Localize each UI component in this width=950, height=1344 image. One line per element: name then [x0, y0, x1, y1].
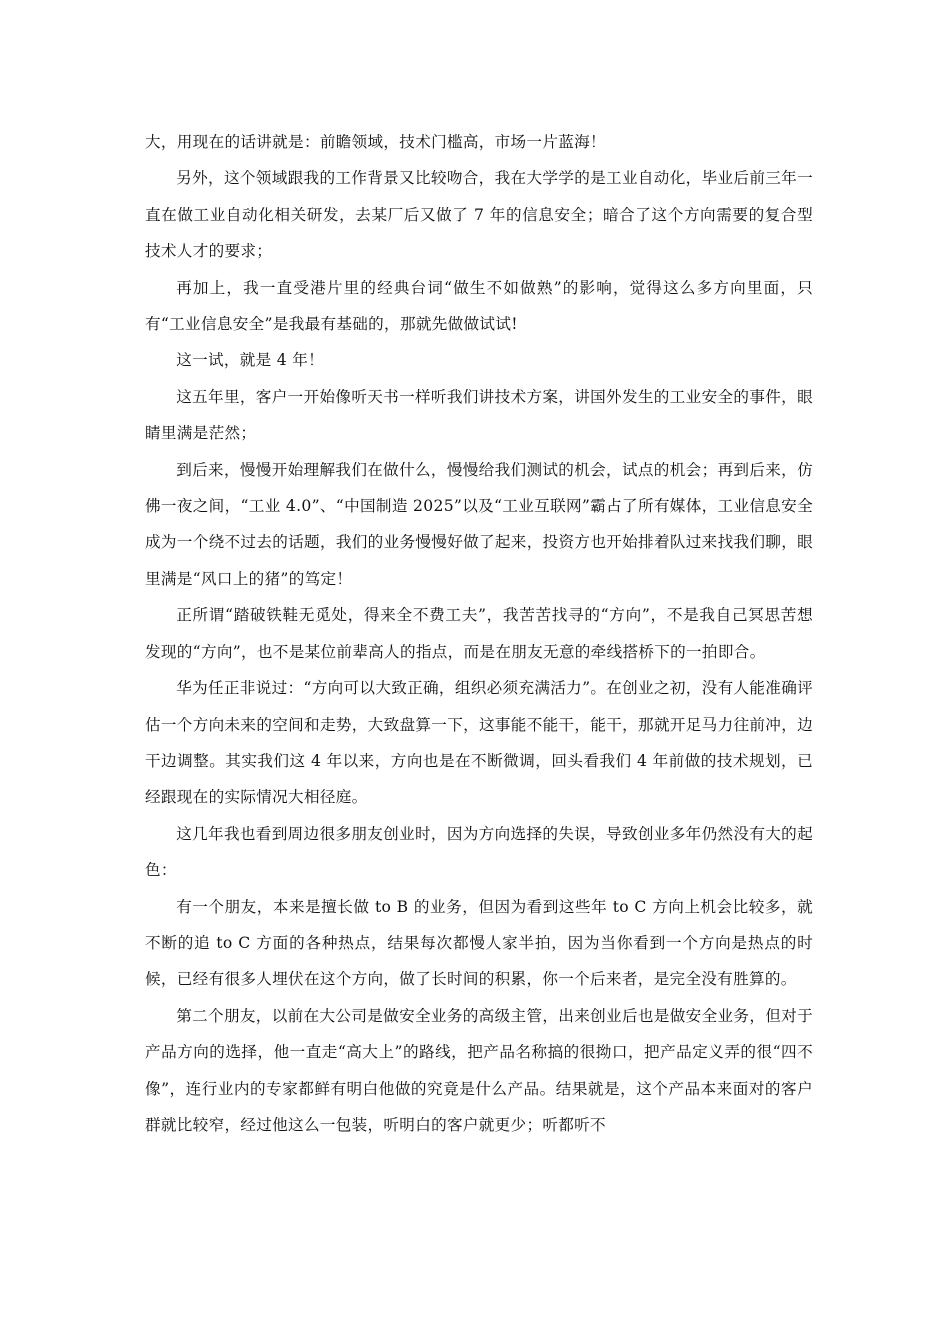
paragraph-11: 第二个朋友，以前在大公司是做安全业务的高级主管，出来创业后也是做安全业务，但对于产品方向的选择，他一直走“高大上”的路线，把产品名称搞的很拗口，把产品定义弄的很“四不像”，连行业内的专家都鲜有明白他做的究竟是什么产品。结果就是，这个产品本来面对的客户群就比较窄，经过他这么一包装，听明白的客户就更少；听都听不	[145, 1006, 813, 1134]
paragraph-3: 再加上，我一直受港片里的经典台词“做生不如做熟”的影响，觉得这么多方向里面，只有“工业信息安全”是我最有基础的，那就先做做试试!	[145, 278, 813, 334]
paragraph-10: 有一个朋友，本来是擅长做 to B 的业务，但因为看到这些年 to C 方向上机会比较多，就不断的追 to C 方面的各种热点，结果每次都慢人家半拍，因为当你看到一个方向是热点的时候，已经有很多人埋伏在这个方向，做了长时间的积累，你一个后来者，是完全没有胜算的。	[145, 897, 813, 989]
paragraph-8: 华为任正非说过：“方向可以大致正确，组织必须充满活力”。在创业之初，没有人能准确评估一个方向未来的空间和走势，大致盘算一下，这事能不能干，能干，那就开足马力往前冲，边干边调整。其实我们这 4 年以来，方向也是在不断微调，回头看我们 4 年前做的技术规划，已经跟现在的实际情况大相径庭。	[145, 679, 813, 807]
paragraph-2: 另外，这个领域跟我的工作背景又比较吻合，我在大学学的是工业自动化，毕业后前三年一直在做工业自动化相关研发，去某厂后又做了 7 年的信息安全；暗合了这个方向需要的复合型技术人才的要求；	[145, 169, 813, 261]
paragraph-1: 大，用现在的话讲就是：前瞻领域，技术门槛高，市场一片蓝海！	[145, 133, 606, 151]
paragraph-6: 到后来，慢慢开始理解我们在做什么，慢慢给我们测试的机会，试点的机会；再到后来，仿佛一夜之间，“工业 4.0”、“中国制造 2025”以及“工业互联网”霸占了所有媒体，工业信息安全成为一个绕不过去的话题，我们的业务慢慢好做了起来，投资方也开始排着队过来找我们聊，眼里满是“风口上的猪”的笃定！	[145, 460, 813, 588]
document-body	[145, 124, 813, 1143]
paragraph-9: 这几年我也看到周边很多朋友创业时，因为方向选择的失误，导致创业多年仍然没有大的起色：	[145, 824, 813, 880]
paragraph-5: 这五年里，客户一开始像听天书一样听我们讲技术方案，讲国外发生的工业安全的事件，眼睛里满是茫然；	[145, 387, 813, 443]
paragraph-4: 这一试，就是 4 年！	[176, 351, 325, 370]
paragraph-7: 正所谓“踏破铁鞋无觅处，得来全不费工夫”，我苦苦找寻的“方向”，不是我自己冥思苦想发现的“方向”，也不是某位前辈高人的指点，而是在朋友无意的牵线搭桥下的一拍即合。	[145, 606, 813, 661]
